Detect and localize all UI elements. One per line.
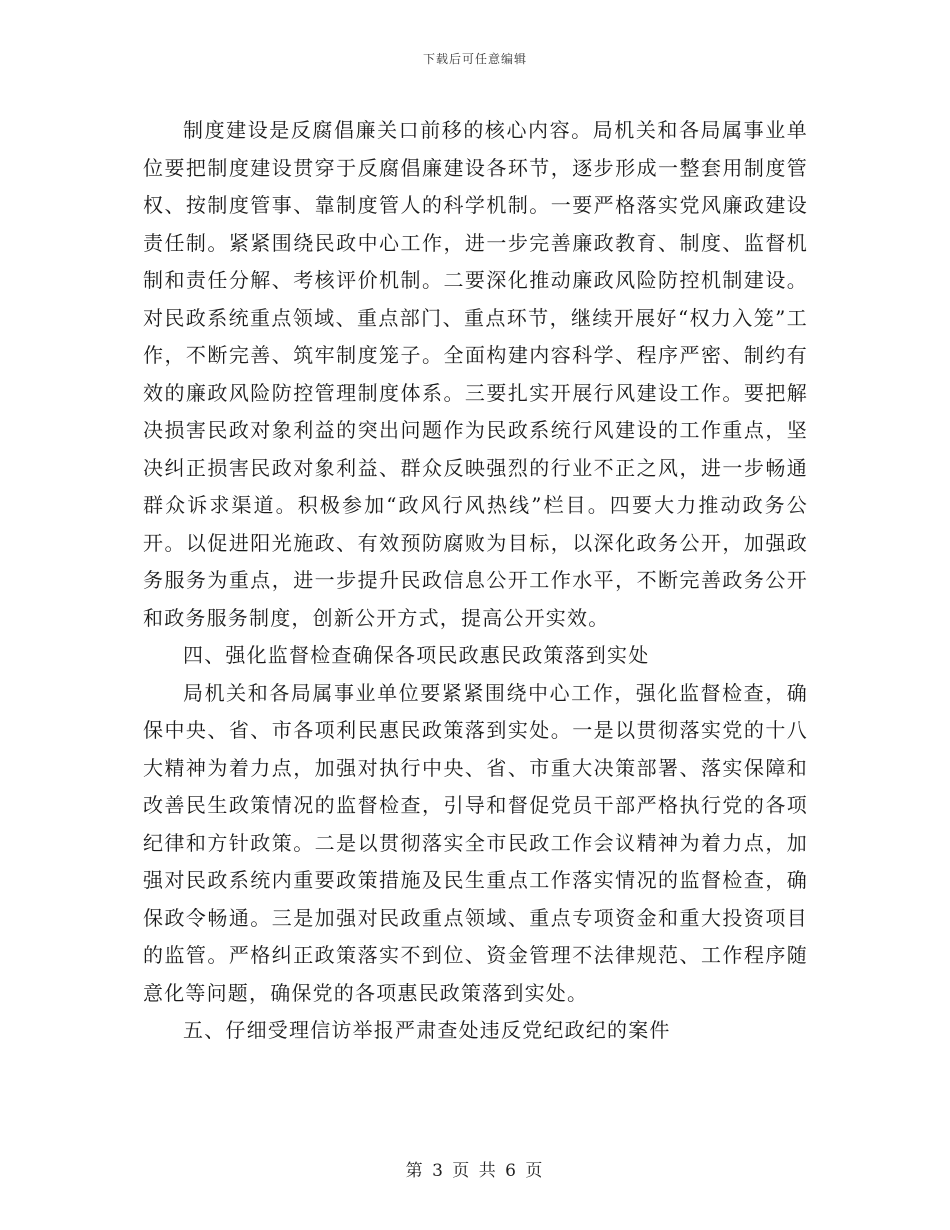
document-body xyxy=(143,112,808,1050)
section-heading-5: 五、仔细受理信访举报严肃查处违反党纪政纪的案件 xyxy=(183,1018,671,1042)
header-note: 下载后可任意编辑 xyxy=(422,52,527,66)
body-paragraph-1: 制度建设是反腐倡廉关口前移的核心内容。局机关和各局属事业单位要把制度建设贯穿于反腐倡廉建设各环节，逐步形成一整套用制度管权、按制度管事、靠制度管人的科学机制。一要严格落实党风廉政建设责任制。紧紧围绕民政中心工作，进一步完善廉政教育、制度、监督机制和责任分解、考核评价机制。二要深化推动廉政风险防控机制建设。对民政系统重点领域、重点部门、重点环节，继续开展好“权力入笼”工作，不断完善、筑牢制度笼子。全面构建内容科学、程序严密、制约有效的廉政风险防控管理制度体系。三要扎实开展行风建设工作。要把解决损害民政对象利益的突出问题作为民政系统行风建设的工作重点，坚决纠正损害民政对象利益、群众反映强烈的行业不正之风，进一步畅通群众诉求渠道。积极参加“政风行风热线”栏目。四要大力推动政务公开。以促进阳光施政、有效预防腐败为目标，以深化政务公开，加强政务服务为重点，进一步提升民政信息公开工作水平，不断完善政务公开和政务服务制度，创新公开方式，提高公开实效。 xyxy=(143,118,808,630)
section-heading-4: 四、强化监督检查确保各项民政惠民政策落到实处 xyxy=(183,643,650,667)
page-number: 第 3 页 共 6 页 xyxy=(405,1161,545,1181)
body-paragraph-2: 局机关和各局属事业单位要紧紧围绕中心工作，强化监督检查，确保中央、省、市各项利民惠民政策落到实处。一是以贯彻落实党的十八大精神为着力点，加强对执行中央、省、市重大决策部署、落实保障和改善民生政策情况的监督检查，引导和督促党员干部严格执行党的各项纪律和方针政策。二是以贯彻落实全市民政工作会议精神为着力点，加强对民政系统内重要政策措施及民生重点工作落实情况的监督检查，确保政令畅通。三是加强对民政重点领域、重点专项资金和重大投资项目的监管。严格纠正政策落实不到位、资金管理不法律规范、工作程序随意化等问题，确保党的各项惠民政策落到实处。 xyxy=(143,680,808,1005)
